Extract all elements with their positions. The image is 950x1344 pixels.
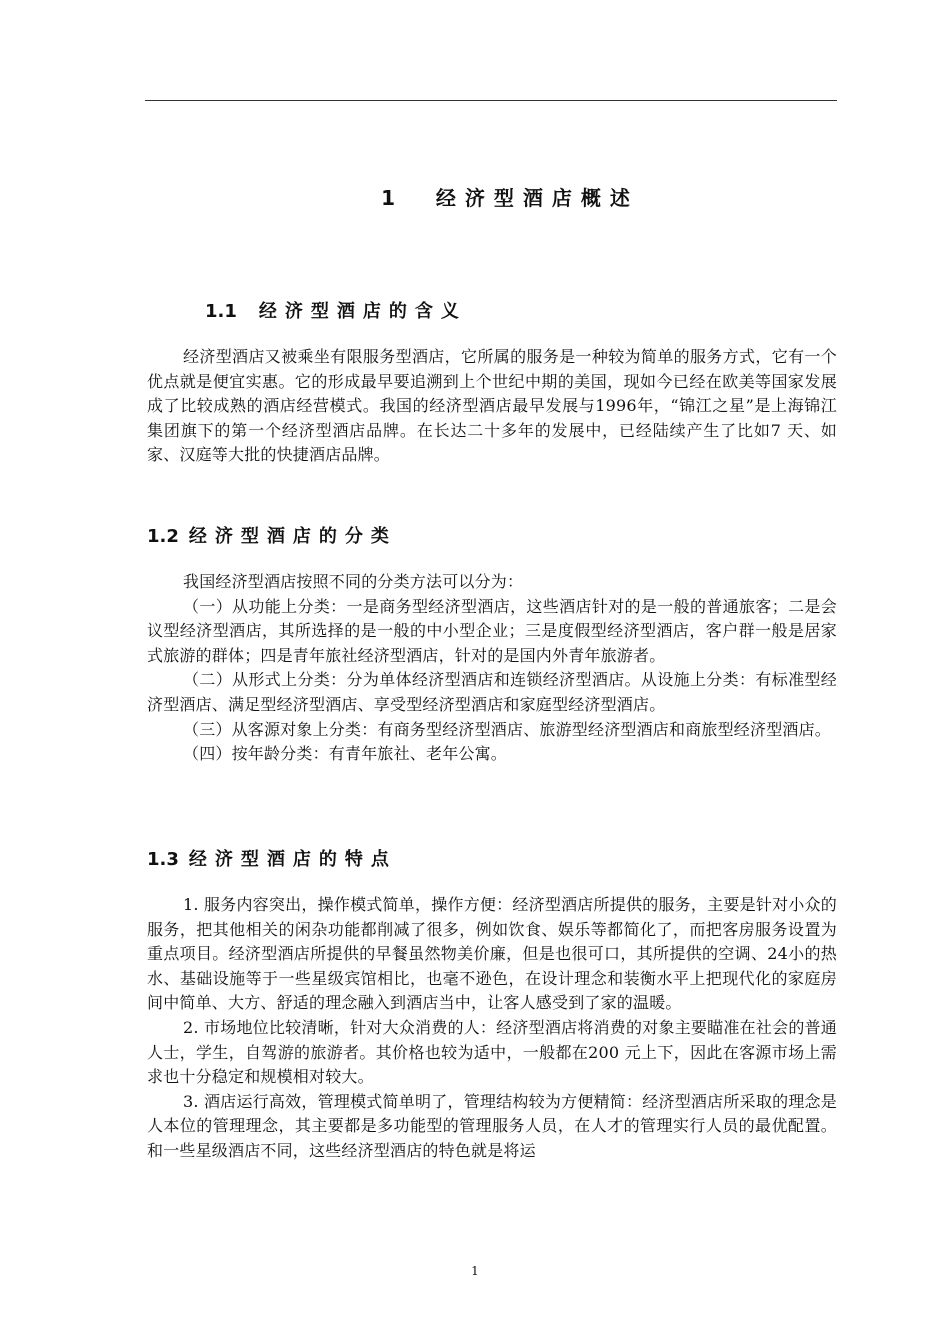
section-title: 经济型酒店的分类 — [188, 526, 397, 547]
section-number: 1.2 — [147, 526, 179, 547]
page-number: 1 — [471, 1264, 479, 1278]
section-number: 1.1 — [205, 301, 237, 322]
paragraph: （二）从形式上分类：分为单体经济型酒店和连锁经济型酒店。从设施上分类：有标准型经济型酒店、满足型经济型酒店、享受型经济型酒店和家庭型经济型酒店。 — [147, 670, 837, 714]
section-title: 经济型酒店的特点 — [188, 849, 397, 870]
section-heading-1-2 — [147, 522, 397, 548]
section-heading-1-1 — [205, 297, 467, 323]
paragraph: 2. 市场地位比较清晰，针对大众消费的人：经济型酒店将消费的对象主要瞄准在社会的普通人士，学生，自驾游的旅游者。其价格也较为适中，一般都在200 元上下，因此在客源市场上需求也十分稳定和规模相对较大。 — [147, 1017, 837, 1087]
paragraph: 1. 服务内容突出，操作模式简单，操作方便：经济型酒店所提供的服务，主要是针对小众的服务，把其他相关的闲杂功能都削减了很多，例如饮食、娱乐等都简化了，而把客房服务设置为重点项目。经济型酒店所提供的早餐虽然物美价廉，但是也很可口，其所提供的空调、24小的热水、基础设施等于一些星级宾馆相比，也毫不逊色，在设计理念和装衡水平上把现代化的家庭房间中简单、大方、舒适的理念融入到酒店当中，让客人感受到了家的温暖。 — [147, 895, 837, 1013]
paragraph: 经济型酒店又被乘坐有限服务型酒店，它所属的服务是一种较为简单的服务方式，它有一个优点就是便宜实惠。它的形成最早要追溯到上个世纪中期的美国，现如今已经在欧美等国家发展成了比较成熟的酒店经营模式。我国的经济型酒店最早发展与1996年，“锦江之星”是上海锦江集团旗下的第一个经济型酒店品牌。在长达二十多年的发展中，已经陆续产生了比如7 天、如家、汉庭等大批的快捷酒店品牌。 — [147, 347, 837, 465]
section-number: 1.3 — [147, 849, 179, 870]
paragraph: （四）按年龄分类：有青年旅社、老年公寓。 — [183, 744, 508, 764]
chapter-title — [0, 182, 950, 211]
chapter-title-text: 经济型酒店概述 — [435, 186, 639, 210]
section-body-1-3 — [147, 893, 837, 1164]
section-body-1-2 — [147, 570, 837, 767]
chapter-number: 1 — [381, 186, 404, 210]
paragraph: （三）从客源对象上分类：有商务型经济型酒店、旅游型经济型酒店和商旅型经济型酒店。 — [183, 719, 832, 739]
paragraph: 我国经济型酒店按照不同的分类方法可以分为： — [183, 572, 524, 591]
paragraph: 3. 酒店运行高效，管理模式简单明了，管理结构较为方便精简：经济型酒店所采取的理念是人本位的管理理念，其主要都是多功能型的管理服务人员，在人才的管理实行人员的最优配置。和一些星级酒店不同，这些经济型酒店的特色就是将运 — [147, 1091, 837, 1160]
section-heading-1-3 — [147, 845, 397, 871]
section-title: 经济型酒店的含义 — [258, 301, 467, 322]
paragraph: （一）从功能上分类：一是商务型经济型酒店，这些酒店针对的是一般的普通旅客；二是会议型经济型酒店，其所选择的是一般的中小型企业；三是度假型经济型酒店，客户群一般是居家式旅游的群体；四是青年旅社经济型酒店，针对的是国内外青年旅游者。 — [147, 596, 837, 665]
section-body-1-1 — [147, 345, 837, 468]
header-rule — [145, 100, 837, 101]
